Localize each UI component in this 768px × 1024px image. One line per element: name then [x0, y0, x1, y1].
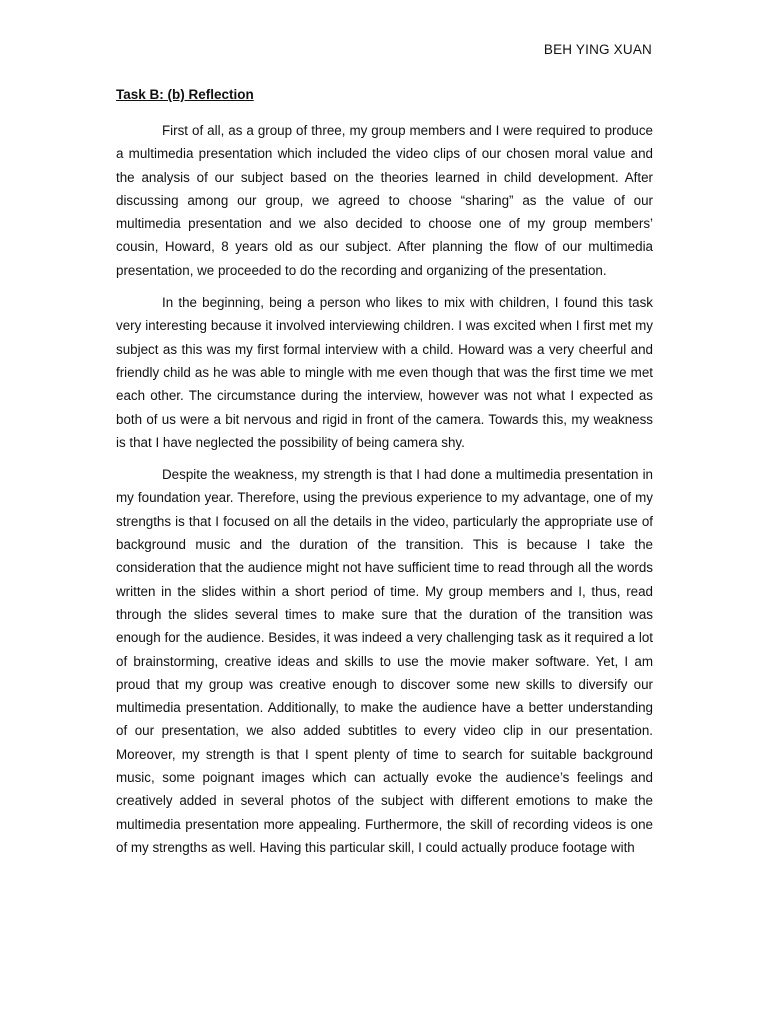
- paragraph-introduction: First of all, as a group of three, my group members and I were required to produce a multimedia presentation which included the video clips of our chosen moral value and the analysis of our subject based on the theories learned in child development. After discussing among our group, we agreed to choose “sharing” as the value of our multimedia presentation and we also decided to choose one of my group members’ cousin, Howard, 8 years old as our subject. After planning the flow of our multimedia presentation, we proceeded to do the recording and organizing of the presentation.: [116, 123, 653, 278]
- document-body: [116, 119, 653, 868]
- paragraph-strength: Despite the weakness, my strength is that I had done a multimedia presentation in my foundation year. Therefore, using the previous experience to my advantage, one of my strengths is that I focused on all the details in the video, particularly the appropriate use of background music and the duration of the transition. This is because I take the consideration that the audience might not have sufficient time to read through all the words written in the slides within a short period of time. My group members and I, thus, read through the slides several times to make sure that the duration of the transition was enough for the audience. Besides, it was indeed a very challenging task as it required a lot of brainstorming, creative ideas and skills to use the movie maker software. Yet, I am proud that my group was creative enough to discover some new skills to diversify our multimedia presentation. Additionally, to make the audience have a better understanding of our presentation, we also added subtitles to every video clip in our presentation. Moreover, my strength is that I spent plenty of time to search for suitable background music, some poignant images which can actually evoke the audience’s feelings and creatively added in several photos of the subject with different emotions to make the multimedia presentation more appealing. Furthermore, the skill of recording videos is one of my strengths as well. Having this particular skill, I could actually produce footage with: [116, 467, 653, 855]
- author-header: BEH YING XUAN: [543, 42, 652, 57]
- paragraph-weakness: In the beginning, being a person who likes to mix with children, I found this task very interesting because it involved interviewing children. I was excited when I first met my subject as this was my first formal interview with a child. Howard was a very cheerful and friendly child as he was able to mingle with me even though that was the first time we met each other. The circumstance during the interview, however was not what I expected as both of us were a bit nervous and rigid in front of the camera. Towards this, my weakness is that I have neglected the possibility of being camera shy.: [116, 295, 653, 450]
- document-title: Task B: (b) Reflection: [116, 87, 254, 102]
